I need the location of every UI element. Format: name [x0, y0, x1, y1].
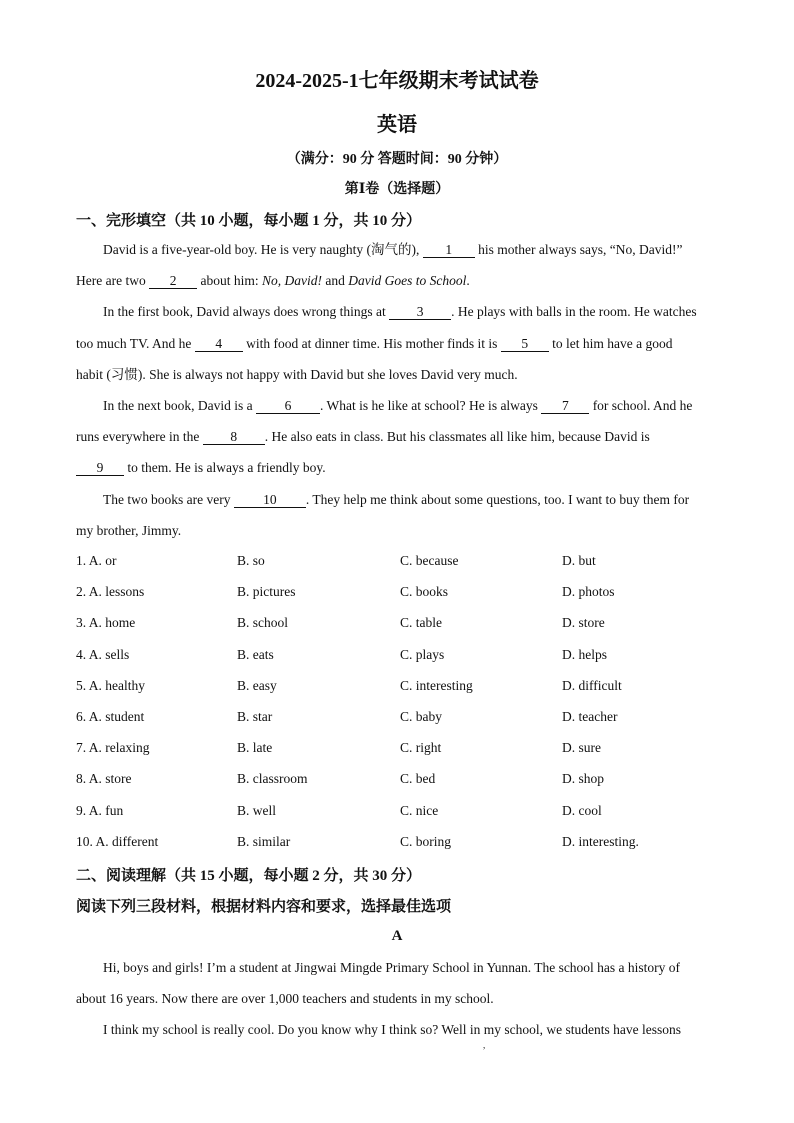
option-c[interactable]: C. boring — [400, 834, 452, 849]
option-b[interactable]: B. classroom — [237, 771, 308, 786]
text: for school. And he — [589, 398, 693, 413]
text: runs everywhere in the — [76, 429, 203, 444]
blank-8: 8 — [203, 429, 265, 445]
option-b[interactable]: B. late — [237, 740, 273, 755]
option-b[interactable]: B. similar — [237, 834, 291, 849]
cloze-line: habit (习惯). She is always not happy with David but she loves David very much. — [76, 367, 518, 382]
option-b[interactable]: B. star — [237, 709, 273, 724]
text: to them. He is always a friendly boy. — [124, 460, 326, 475]
option-d[interactable]: D. shop — [562, 771, 605, 786]
exam-title: 2024-2025-1七年级期末考试试卷 — [255, 70, 539, 92]
blank-1: 1 — [423, 242, 475, 258]
section1-heading: 一、完形填空（共 10 小题，每小题 1 分，共 10 分） — [76, 213, 422, 229]
text: . He also eats in class. But his classmates all like him, because David is — [264, 429, 650, 444]
text: and — [321, 273, 349, 288]
passage-line: about 16 years. Now there are over 1,000 teachers and students in my school. — [76, 991, 494, 1006]
option-a[interactable]: 9. A. fun — [76, 803, 124, 818]
option-d[interactable]: D. teacher — [562, 709, 618, 724]
blank-7: 7 — [541, 398, 589, 414]
option-c[interactable]: C. because — [400, 553, 459, 568]
cloze-line: my brother, Jimmy. — [76, 523, 182, 538]
subject-title: 英语 — [377, 114, 417, 136]
option-d[interactable]: D. interesting. — [562, 834, 639, 849]
text: . What is he like at school? He is always — [319, 398, 542, 413]
text: The two books are very — [103, 492, 234, 507]
option-a[interactable]: 4. A. sells — [76, 647, 130, 662]
section2-heading: 二、阅读理解（共 15 小题，每小题 2 分，共 30 分） — [76, 868, 422, 884]
text: In the first book, David always does wrong things at — [103, 304, 390, 319]
cloze-line — [76, 272, 720, 290]
option-a[interactable]: 2. A. lessons — [76, 584, 145, 599]
text: In the next book, David is a — [103, 398, 256, 413]
passage-letter: A — [391, 928, 403, 944]
option-d[interactable]: D. photos — [562, 584, 615, 599]
option-c[interactable]: C. bed — [400, 771, 436, 786]
option-a[interactable]: 10. A. different — [76, 834, 159, 849]
option-d[interactable]: D. difficult — [562, 678, 622, 693]
text: too much TV. And he — [76, 336, 195, 351]
text: to let him have a good — [548, 336, 673, 351]
passage-line: I think my school is really cool. Do you know why I think so? Well in my school, we students have lessons — [103, 1022, 681, 1037]
option-a[interactable]: 1. A. or — [76, 553, 117, 568]
blank-5: 5 — [501, 336, 549, 352]
option-b[interactable]: B. so — [237, 553, 265, 568]
cloze-line — [76, 428, 720, 446]
option-b[interactable]: B. well — [237, 803, 276, 818]
option-a[interactable]: 3. A. home — [76, 615, 136, 630]
option-c[interactable]: C. baby — [400, 709, 442, 724]
exam-info: （满分：90 分 答题时间：90 分钟） — [286, 152, 508, 167]
option-d[interactable]: D. helps — [562, 647, 607, 662]
volume-title: 第Ⅰ卷（选择题） — [344, 182, 450, 197]
option-b[interactable]: B. school — [237, 615, 289, 630]
cloze-line — [76, 459, 720, 477]
blank-2: 2 — [149, 273, 197, 289]
option-c[interactable]: C. table — [400, 615, 442, 630]
text: . He plays with balls in the room. He watches — [451, 304, 697, 319]
stray-mark: , — [483, 1040, 486, 1050]
text: with food at dinner time. His mother finds it is — [242, 336, 501, 351]
blank-9: 9 — [76, 460, 124, 476]
blank-4: 4 — [195, 336, 243, 352]
blank-6: 6 — [256, 398, 320, 414]
text: . — [466, 273, 470, 288]
section2-instruction: 阅读下列三段材料，根据材料内容和要求，选择最佳选项 — [76, 899, 452, 915]
cloze-line — [76, 335, 720, 353]
option-a[interactable]: 6. A. student — [76, 709, 145, 724]
blank-3: 3 — [389, 304, 451, 320]
option-a[interactable]: 8. A. store — [76, 771, 132, 786]
option-c[interactable]: C. books — [400, 584, 449, 599]
passage-line: Hi, boys and girls! I’m a student at Jingwai Mingde Primary School in Yunnan. The school has a history of — [103, 960, 681, 975]
option-b[interactable]: B. easy — [237, 678, 277, 693]
book-title: David Goes to School — [348, 273, 467, 288]
text: . They help me think about some questions, too. I want to buy them for — [305, 492, 690, 507]
book-title: No, David! — [261, 273, 322, 288]
option-a[interactable]: 5. A. healthy — [76, 678, 145, 693]
text: his mother always says, “No, David!” — [474, 242, 683, 257]
option-d[interactable]: D. but — [562, 553, 596, 568]
blank-10: 10 — [234, 492, 306, 508]
option-d[interactable]: D. store — [562, 615, 605, 630]
option-a[interactable]: 7. A. relaxing — [76, 740, 150, 755]
option-c[interactable]: C. plays — [400, 647, 445, 662]
option-c[interactable]: C. interesting — [400, 678, 473, 693]
option-b[interactable]: B. eats — [237, 647, 274, 662]
cloze-line — [103, 241, 720, 259]
text: David is a five-year-old boy. He is very naughty (淘气的), — [103, 242, 423, 257]
option-b[interactable]: B. pictures — [237, 584, 296, 599]
cloze-line — [103, 303, 720, 321]
cloze-line — [103, 397, 720, 415]
option-d[interactable]: D. cool — [562, 803, 602, 818]
option-d[interactable]: D. sure — [562, 740, 601, 755]
text: Here are two — [76, 273, 150, 288]
option-c[interactable]: C. right — [400, 740, 442, 755]
text: about him: — [197, 273, 262, 288]
option-c[interactable]: C. nice — [400, 803, 439, 818]
cloze-line — [103, 491, 720, 509]
